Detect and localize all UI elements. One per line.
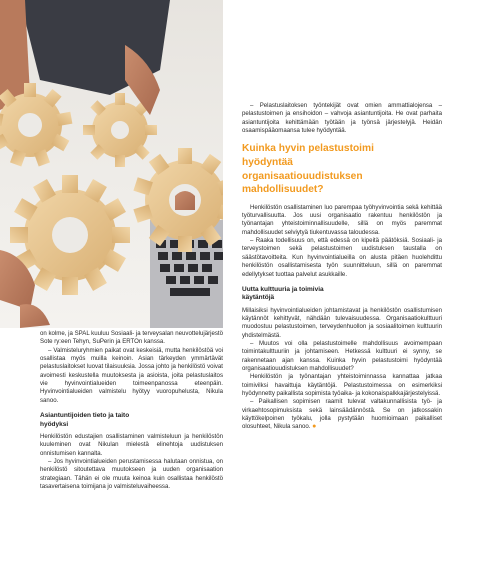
left-paragraph-2: – Valmisteluryhmien paikat ovat keskeisiä, mutta henkilöstöä voi osallistaa myös muilla keinoin. Asian tärkeyden ymmärtävät pelastuslaitokset luovat tilaisuuksia. Jossa johto ja henkilöstö voivat avoimesti keskustella muutoksesta ja asioista, joita pelastuslaitos vie hyvinvointialueiden toimeenpanossa eteenpäin. Hyvinvointialueiden valmistelu hyötyy vuoropuhelusta, Nikula sanoo.	[40, 346, 223, 404]
left-heading: Asiantuntijoiden tieto ja taito hyödyksi	[40, 412, 130, 428]
right-paragraph-3: – Raaka todellisuus on, että edessä on kipeitä päätöksiä. Sosiaali- ja terveystoimen sekä pelastustoimen uudistuksen taustalla on säästötavoitteita. Kun hyvinvointialueilla on alusta pitäen huolehdittu henkilöstön osallistamisesta työn suunnitteluun, sillä on paremmat edellytykset tuottaa palvelut asukkaille.	[242, 237, 442, 278]
end-mark-icon: ●	[312, 423, 317, 431]
gears-illustration	[0, 0, 223, 328]
gears-photo	[0, 0, 223, 328]
left-paragraph-3: Henkilöstön edustajien osallistaminen valmisteluun ja henkilöstön kuuleminen ovat Nikulan mielestä elinehtoja uudistuksen onnistumisen kannalta.	[40, 432, 223, 457]
right-paragraph-7: – Paikallisen sopimisen raamit tulevat valtakunnallisista työ- ja virkaehtosopimuksista sekä lainsäädännöstä. Se on jatkossakin käyttökelpoinen työkalu, jolla pystytään huomioimaan paikalliset olosuhteet, Nikula sanoo.	[242, 398, 442, 431]
right-paragraph-4: Millaisiksi hyvinvointialueiden johtamistavat ja henkilöstön osallistumisen käytännöt kehittyvät, nähdään tulevaisuudessa. Organisaatiokulttuuri muodostuu pelastustoimen, terveydenhuollon ja sosiaalitoimen kulttuurin yhdistelmästä.	[242, 306, 442, 339]
right-paragraph-6: Henkilöstön ja työnantajan yhteistoiminnassa kannattaa jatkaa toimivilksi havaittuja käytäntöjä. Pelastustoimessa on esimerkiksi hyödynnetty paikallista sopimista työaika- ja kokonaispalkkajärjestelyissä.	[242, 373, 442, 398]
right-column	[242, 102, 442, 432]
right-paragraph-1: – Pelastuslaitoksen työntekijät ovat omien ammattialojensa – pelastustoimen ja ensihoidon – vahvoja asiantuntijoita. He ovat parhaita asiantuntijoita kehittämään työtään ja työnsä järjestelyjä. Heidän osaamispääomaansa tulee hyödyntää.	[242, 102, 442, 135]
right-paragraph-2: Henkilöstön osallistaminen luo parempaa työhyvinvointia sekä kehittää työturvallisuutta. Jos uusi organisaatio rakentuu henkilöstön ja työnantajan yhteistoiminnallisuudelle, sillä on myös paremmat mahdollisuudet selviytyä tiukentuvassa taloudessa.	[242, 203, 442, 236]
left-paragraph-4: – Jos hyvinvointialueiden perustamisessa halutaan onnistua, on henkilöstö sitoutettava muutokseen ja uuden organisaation strategiaan. Tähän ei ole muuta keinoa kuin osallistaa henkilöstö tasavertaisena toimijana jo valmisteluvaiheessa.	[40, 457, 223, 490]
right-orange-heading: Kuinka hyvin pelastustoimi hyödyntää organisaatiouudistuksen mahdollisuudet?	[242, 143, 374, 196]
right-heading-2: Uutta kulttuuria ja toimivia käytäntöjä	[242, 285, 324, 302]
left-column	[40, 330, 223, 491]
right-paragraph-7-wrap	[242, 398, 442, 431]
right-paragraph-5: – Muutos voi olla pelastustoimelle mahdollisuus avoimempaan toimintakulttuuriin ja johtamiseen. Hetkessä kulttuuri ei synny, se rakennetaan ajan kanssa. Kuinka hyvin pelastustoimi hyödyntää organisaatiouudistuksen mahdollisuudet?	[242, 340, 442, 373]
left-paragraph-1: on kolme, ja SPAL kuuluu Sosiaali- ja terveysalan neuvottelujärjestö Sote ry:een Tehyn, SuPerin ja ERTOn kanssa.	[40, 330, 223, 346]
